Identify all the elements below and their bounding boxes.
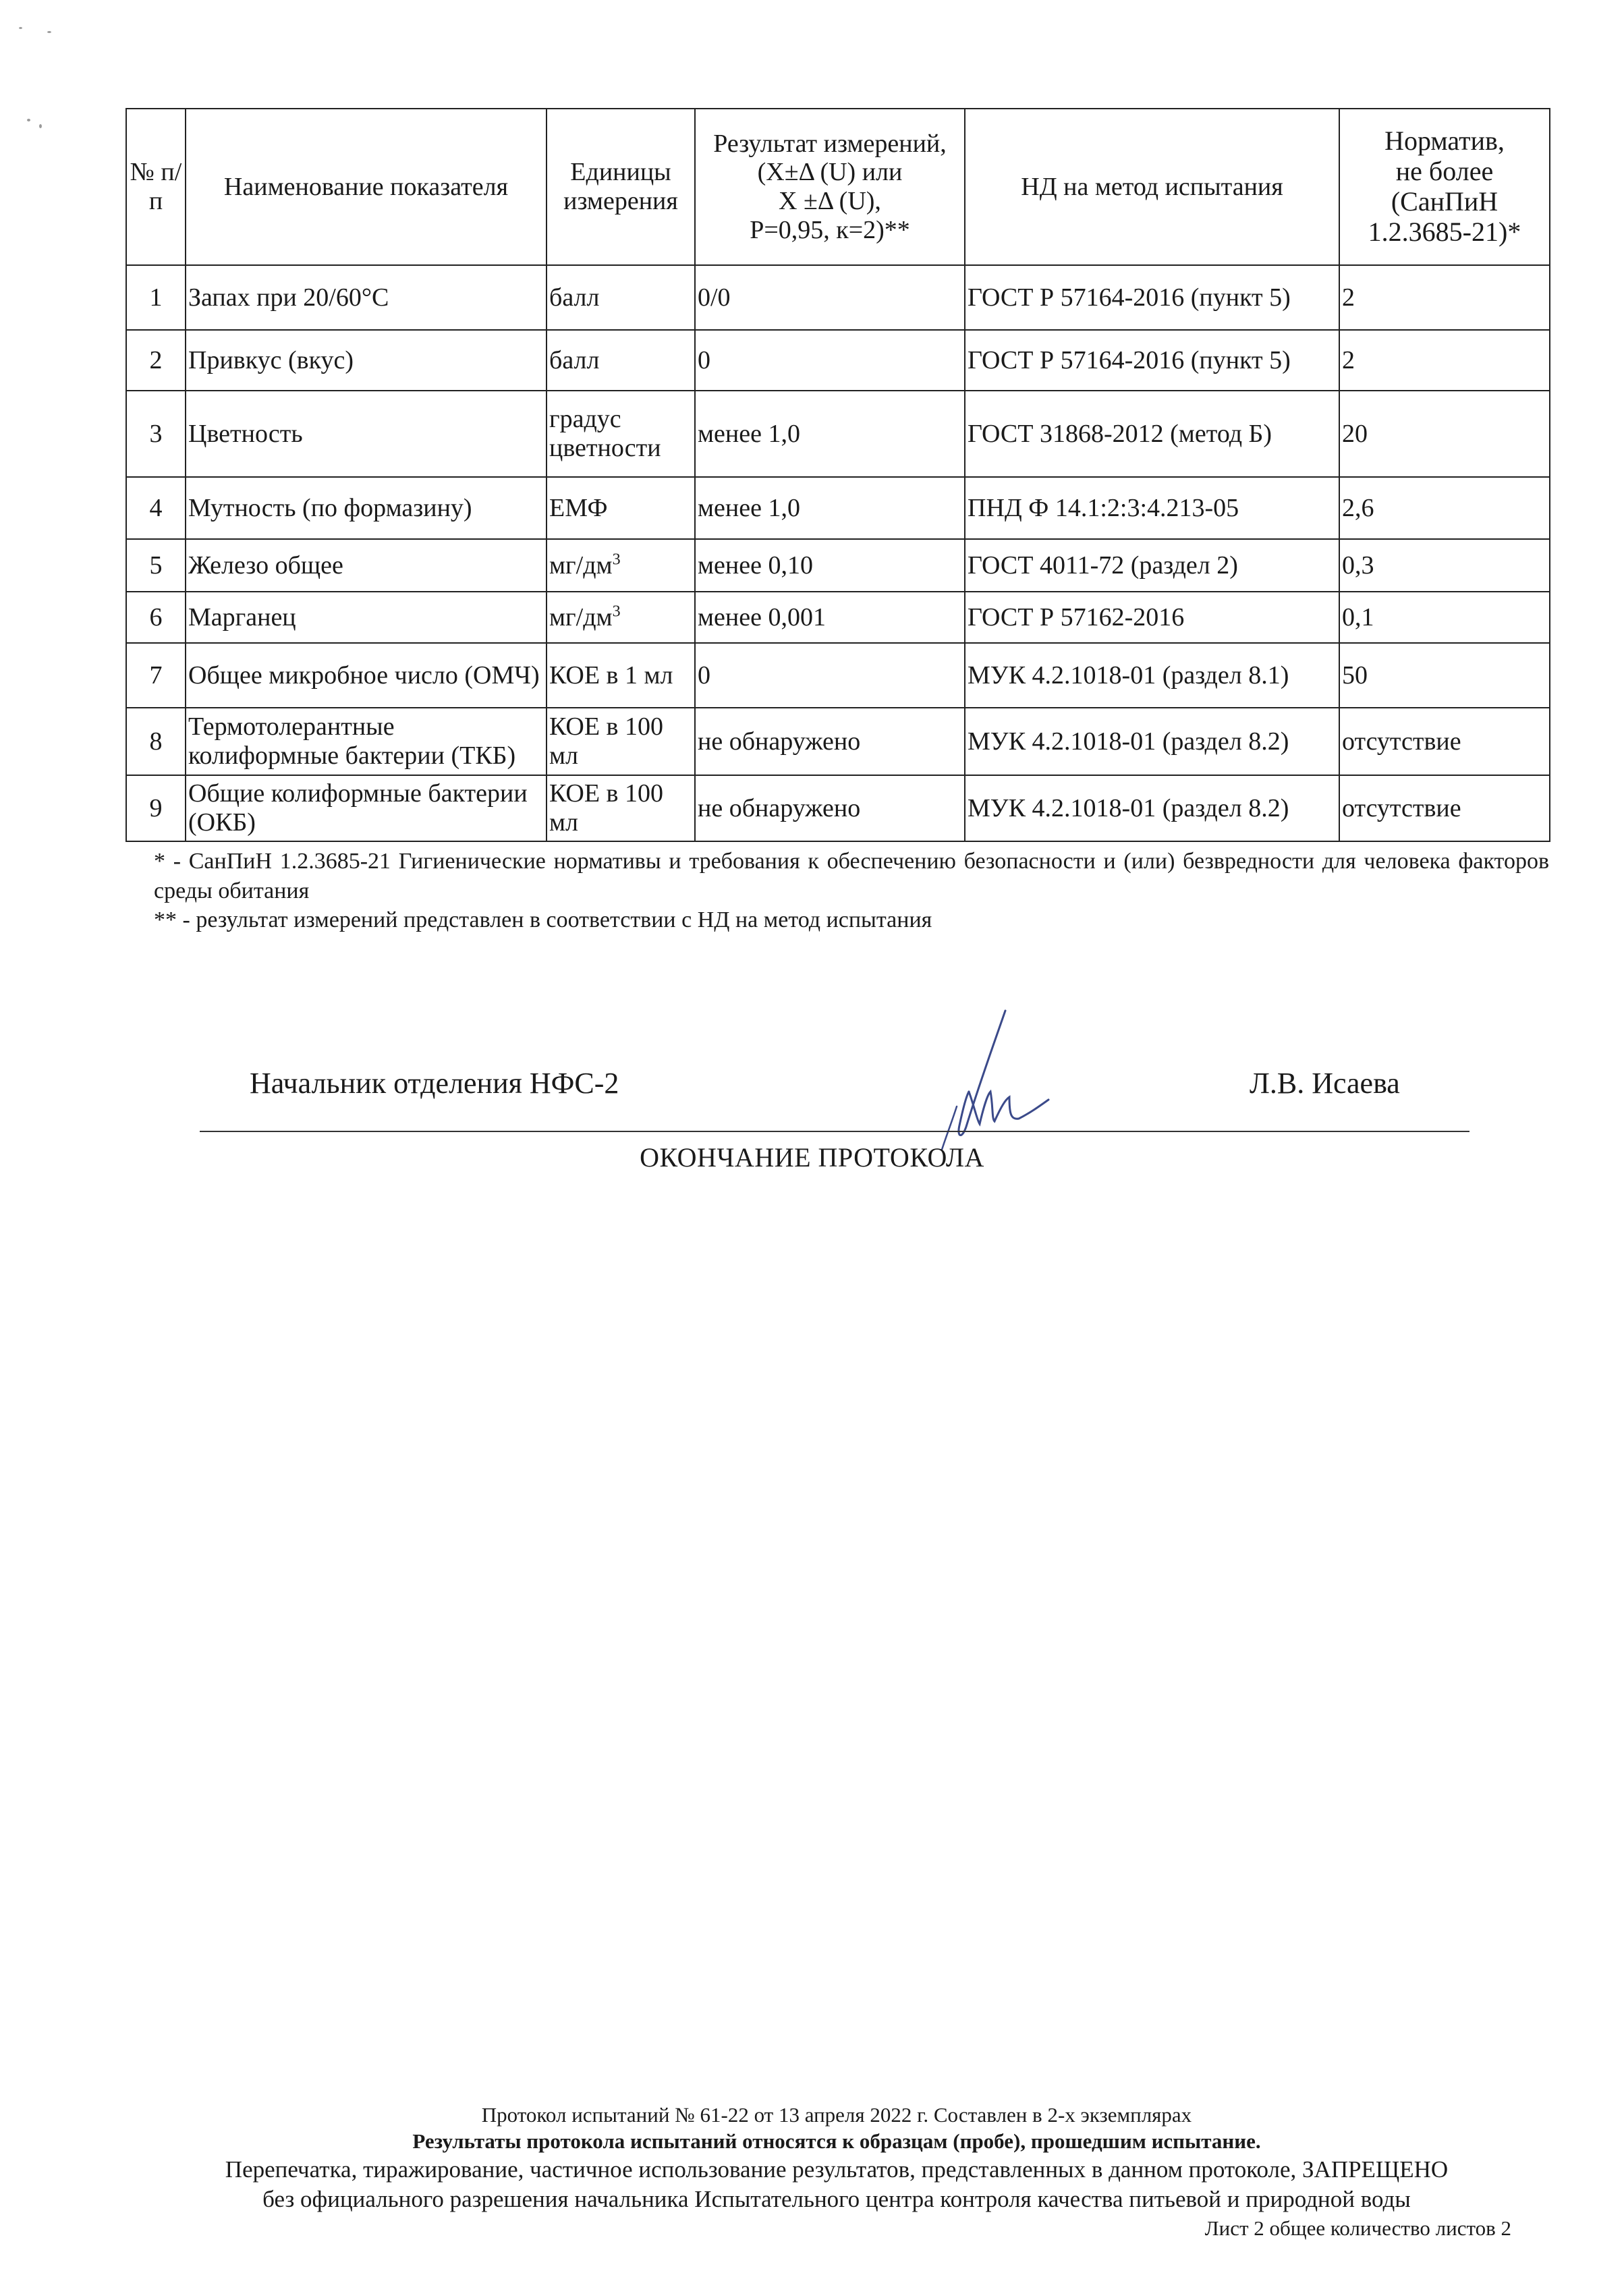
results-table: [125, 108, 1550, 842]
header-norm-line: не более: [1395, 156, 1494, 187]
unit-text: мг/дм: [549, 551, 613, 580]
footnote-sanpin: * - СанПиН 1.2.3685-21 Гигиенические нормативы и требования к обеспечению безопасности и (или) безвредности для человека факторов среды обитания: [154, 849, 1549, 903]
cell-num: 3: [126, 391, 186, 477]
scan-speck: [27, 119, 30, 121]
header-norm: [1339, 109, 1550, 265]
signatory-name: Л.В. Исаева: [1250, 1067, 1400, 1100]
cell-unit: [547, 539, 695, 592]
cell-result: менее 0,10: [695, 539, 965, 592]
table-row: [126, 643, 1550, 708]
cell-num: 7: [126, 643, 186, 708]
header-num: № п/п: [126, 109, 186, 265]
cell-unit: градус цветности: [547, 391, 695, 477]
cell-num: 2: [126, 330, 186, 391]
cell-method: ГОСТ Р 57164-2016 (пункт 5): [965, 330, 1339, 391]
cell-result: менее 1,0: [695, 477, 965, 539]
cell-result: 0: [695, 643, 965, 708]
cell-num: 5: [126, 539, 186, 592]
cell-result: не обнаружено: [695, 775, 965, 841]
signature-line: [200, 1131, 1469, 1132]
cell-method: ГОСТ Р 57162-2016: [965, 592, 1339, 643]
cell-name: Мутность (по формазину): [186, 477, 547, 539]
header-result-line: (Х±Δ (U) или: [757, 158, 903, 187]
scan-speck: [39, 124, 42, 128]
cell-num: 1: [126, 265, 186, 330]
cell-method: ПНД Ф 14.1:2:3:4.213-05: [965, 477, 1339, 539]
header-method: НД на метод испытания: [965, 109, 1339, 265]
header-result: [695, 109, 965, 265]
header-result-line: Результат измерений,: [713, 129, 947, 158]
cell-method: ГОСТ 31868-2012 (метод Б): [965, 391, 1339, 477]
cell-method: ГОСТ Р 57164-2016 (пункт 5): [965, 265, 1339, 330]
cell-method: МУК 4.2.1018-01 (раздел 8.1): [965, 643, 1339, 708]
cell-name: Железо общее: [186, 539, 547, 592]
footer-protocol-info: Протокол испытаний № 61-22 от 13 апреля 2022 г. Составлен в 2-х экземплярах: [481, 2103, 1192, 2127]
cell-num: 8: [126, 708, 186, 775]
unit-superscript: 3: [612, 602, 621, 621]
cell-unit: балл: [547, 265, 695, 330]
cell-name: Привкус (вкус): [186, 330, 547, 391]
cell-method: ГОСТ 4011-72 (раздел 2): [965, 539, 1339, 592]
cell-unit: [547, 592, 695, 643]
unit-superscript: 3: [612, 551, 621, 569]
table-header-row: [126, 109, 1550, 265]
cell-norm: отсутствие: [1339, 708, 1550, 775]
cell-result: менее 0,001: [695, 592, 965, 643]
cell-unit: ЕМФ: [547, 477, 695, 539]
cell-norm: отсутствие: [1339, 775, 1550, 841]
cell-method: МУК 4.2.1018-01 (раздел 8.2): [965, 775, 1339, 841]
footer-permission-note: без официального разрешения начальника Испытательного центра контроля качества питьевой и природной воды: [262, 2186, 1411, 2213]
cell-result: не обнаружено: [695, 708, 965, 775]
cell-method: МУК 4.2.1018-01 (раздел 8.2): [965, 708, 1339, 775]
cell-num: 6: [126, 592, 186, 643]
cell-result: менее 1,0: [695, 391, 965, 477]
header-norm-line: (СанПиН: [1391, 186, 1499, 217]
header-norm-line: 1.2.3685-21)*: [1368, 216, 1521, 247]
footnotes: [154, 847, 1549, 935]
cell-result: 0/0: [695, 265, 965, 330]
protocol-end: ОКОНЧАНИЕ ПРОТОКОЛА: [640, 1142, 984, 1173]
scan-speck: [19, 27, 22, 29]
cell-unit: КОЕ в 1 мл: [547, 643, 695, 708]
header-result-line: Р=0,95, к=2)**: [750, 215, 910, 244]
header-name: Наименование показателя: [186, 109, 547, 265]
cell-norm: 0,3: [1339, 539, 1550, 592]
page-footer: [121, 2102, 1552, 2241]
footnote-result: ** - результат измерений представлен в соответствии с НД на метод испытания: [154, 907, 932, 933]
table-row: [126, 477, 1550, 539]
cell-name: Термотолерантные колиформные бактерии (ТКБ): [186, 708, 547, 775]
cell-name: Общее микробное число (ОМЧ): [186, 643, 547, 708]
cell-norm: 2,6: [1339, 477, 1550, 539]
table-row: [126, 539, 1550, 592]
header-norm-line: Норматив,: [1384, 125, 1505, 157]
header-units: Единицы измерения: [547, 109, 695, 265]
table-row: [126, 775, 1550, 841]
cell-unit: балл: [547, 330, 695, 391]
table-row: [126, 265, 1550, 330]
cell-num: 4: [126, 477, 186, 539]
footer-reprint-warning: Перепечатка, тиражирование, частичное использование результатов, представленных в данном протоколе, ЗАПРЕЩЕНО: [225, 2156, 1449, 2183]
cell-name: Запах при 20/60°С: [186, 265, 547, 330]
scan-speck: [47, 31, 51, 33]
footer-sheet-count: Лист 2 общее количество листов 2: [1204, 2216, 1511, 2240]
cell-num: 9: [126, 775, 186, 841]
cell-result: 0: [695, 330, 965, 391]
table-row: [126, 708, 1550, 775]
table-row: [126, 592, 1550, 643]
cell-name: Цветность: [186, 391, 547, 477]
cell-norm: 20: [1339, 391, 1550, 477]
cell-norm: 0,1: [1339, 592, 1550, 643]
header-result-line: X ±Δ (U),: [779, 187, 881, 215]
cell-norm: 2: [1339, 265, 1550, 330]
unit-text: мг/дм: [549, 602, 613, 631]
cell-norm: 2: [1339, 330, 1550, 391]
footer-results-note: Результаты протокола испытаний относятся к образцам (пробе), прошедшим испытание.: [412, 2129, 1261, 2154]
signatory-title: Начальник отделения НФС-2: [250, 1067, 619, 1100]
cell-unit: КОЕ в 100 мл: [547, 775, 695, 841]
cell-unit: КОЕ в 100 мл: [547, 708, 695, 775]
table-row: [126, 330, 1550, 391]
cell-name: Общие колиформные бактерии (ОКБ): [186, 775, 547, 841]
cell-norm: 50: [1339, 643, 1550, 708]
table-row: [126, 391, 1550, 477]
cell-name: Марганец: [186, 592, 547, 643]
